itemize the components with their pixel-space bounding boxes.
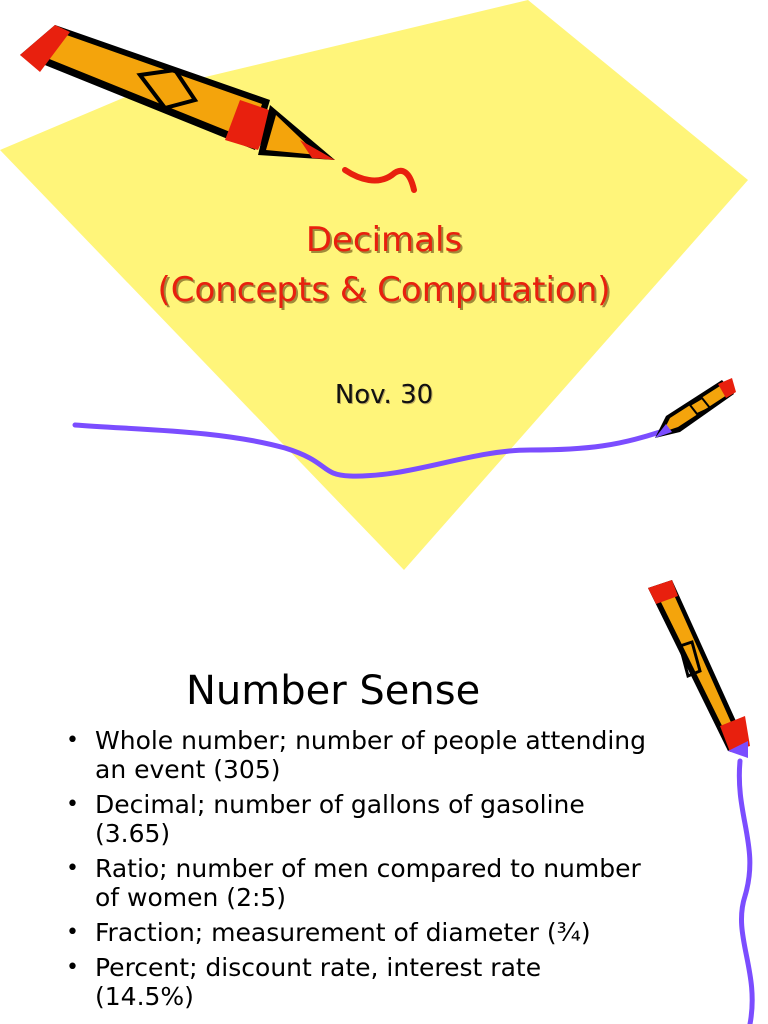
bullet-marker: • <box>66 955 79 980</box>
squiggle-line-vertical <box>739 761 752 1024</box>
list-item <box>60 790 710 848</box>
list-item <box>60 918 710 947</box>
bullet-marker: • <box>66 920 79 945</box>
bullet-text-line-1: Decimal; number of gallons of gasoline <box>95 790 585 819</box>
number-sense-slide <box>0 576 768 1024</box>
bullet-marker: • <box>66 792 79 817</box>
slide-heading: Number Sense <box>186 668 481 714</box>
bullet-text-line-1: Percent; discount rate, interest rate <box>95 953 542 982</box>
bullet-marker: • <box>66 728 79 753</box>
slide-title-line-1: Decimals <box>305 220 463 260</box>
list-item <box>60 854 710 912</box>
bullet-text-line-1: Whole number; number of people attending <box>95 726 647 755</box>
slide-title-line-2: (Concepts & Computation) <box>157 270 611 310</box>
bullet-text-line-2: an event (305) <box>95 755 281 784</box>
bullet-list <box>60 726 710 1017</box>
bullet-marker: • <box>66 856 79 881</box>
bullet-text-line-2: of women (2:5) <box>95 883 287 912</box>
bullet-text-line-1: Ratio; number of men compared to number <box>95 854 641 883</box>
list-item <box>60 953 710 1011</box>
bullet-text-line-2: (3.65) <box>95 819 171 848</box>
list-item <box>60 726 710 784</box>
bullet-text-line-2: (14.5%) <box>95 982 194 1011</box>
slide-subtitle-date: Nov. 30 <box>334 380 434 410</box>
bullet-text-line-1: Fraction; measurement of diameter (¾) <box>95 918 591 947</box>
